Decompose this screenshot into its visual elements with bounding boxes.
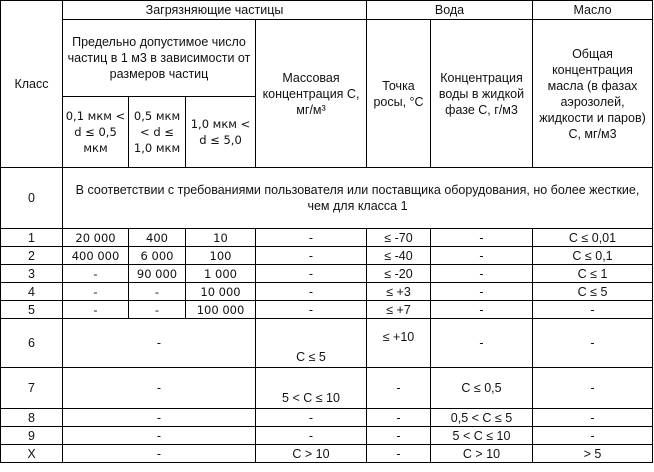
water-cell: С ≤ 0,5: [431, 368, 533, 409]
dew-point-cell: ≤ +10: [367, 319, 431, 368]
particles-cell: -: [63, 319, 256, 368]
dew-point-cell: ≤ -20: [367, 265, 431, 283]
mass-cell: -: [256, 301, 367, 319]
table-row: [1, 265, 653, 283]
class-header: Класс: [1, 1, 63, 168]
mass-cell: -: [256, 283, 367, 301]
particles-size2-cell: -: [129, 283, 186, 301]
class-cell: 2: [1, 247, 63, 265]
water-cell: 0,5 < С ≤ 5: [431, 409, 533, 427]
dew-point-cell: -: [367, 409, 431, 427]
size-range-2-header: 0,5 мкм < d ≤ 1,0 мкм: [129, 97, 186, 168]
class-0-description: В соответствии с требованиями пользователя или поставщика оборудования, но более жесткие, чем для класса 1: [63, 168, 653, 229]
class-cell: 1: [1, 229, 63, 247]
water-cell: -: [431, 229, 533, 247]
table-row: [1, 409, 653, 427]
class-cell: 7: [1, 368, 63, 409]
water-header: Вода: [367, 1, 533, 20]
class-cell: 4: [1, 283, 63, 301]
particles-size1-cell: 20 000: [63, 229, 129, 247]
particles-size1-cell: -: [63, 265, 129, 283]
particles-size3-cell: 10: [186, 229, 256, 247]
class-0-row: [1, 168, 653, 229]
oil-cell: > 5: [533, 445, 653, 463]
mass-cell: -: [256, 229, 367, 247]
dew-point-cell: -: [367, 445, 431, 463]
header-row-1: [1, 1, 653, 20]
table-row: [1, 301, 653, 319]
oil-cell: С ≤ 1: [533, 265, 653, 283]
particles-cell: -: [63, 368, 256, 409]
oil-cell: -: [533, 409, 653, 427]
class-cell: 3: [1, 265, 63, 283]
oil-cell: С ≤ 0,1: [533, 247, 653, 265]
particles-header: Загрязняющие частицы: [63, 1, 367, 20]
class-cell: 5: [1, 301, 63, 319]
particles-size3-cell: 100: [186, 247, 256, 265]
mass-cell: -: [256, 265, 367, 283]
mass-concentration-header: Массовая концентрация С, мг/м³: [256, 20, 367, 168]
water-cell: -: [431, 265, 533, 283]
water-concentration-header: Концентрация воды в жидкой фазе С, г/м3: [431, 20, 533, 168]
header-row-2: [1, 20, 653, 97]
class-cell: 6: [1, 319, 63, 368]
oil-cell: -: [533, 427, 653, 445]
size-range-1-header: 0,1 мкм < d ≤ 0,5 мкм: [63, 97, 129, 168]
mass-cell: -: [256, 409, 367, 427]
water-cell: -: [431, 283, 533, 301]
mass-cell: 5 < С ≤ 10: [256, 368, 367, 409]
table-row: [1, 283, 653, 301]
water-cell: -: [431, 247, 533, 265]
particles-size1-cell: -: [63, 301, 129, 319]
particles-size2-cell: 90 000: [129, 265, 186, 283]
oil-cell: С ≤ 0,01: [533, 229, 653, 247]
particles-cell: -: [63, 427, 256, 445]
particles-cell: -: [63, 409, 256, 427]
particles-size3-cell: 100 000: [186, 301, 256, 319]
particles-cell: -: [63, 445, 256, 463]
table-row: [1, 319, 653, 368]
particles-size2-cell: 400: [129, 229, 186, 247]
water-cell: -: [431, 301, 533, 319]
water-cell: С > 10: [431, 445, 533, 463]
table-row: [1, 229, 653, 247]
class-cell: 0: [1, 168, 63, 229]
oil-concentration-header: Общая концентрация масла (в фазах аэрозолей, жидкости и паров) С, мг/м3: [533, 20, 653, 168]
particles-size3-cell: 1 000: [186, 265, 256, 283]
mass-cell: С > 10: [256, 445, 367, 463]
water-cell: 5 < С ≤ 10: [431, 427, 533, 445]
oil-cell: -: [533, 301, 653, 319]
mass-cell: -: [256, 427, 367, 445]
mass-cell: -: [256, 247, 367, 265]
particles-size1-cell: -: [63, 283, 129, 301]
dew-point-cell: ≤ +3: [367, 283, 431, 301]
max-count-header: Предельно допустимое число частиц в 1 м3 в зависимости от размеров частиц: [63, 20, 256, 97]
oil-header: Масло: [533, 1, 653, 20]
table-row: [1, 445, 653, 463]
particles-size2-cell: -: [129, 301, 186, 319]
dew-point-header: Точка росы, °С: [367, 20, 431, 168]
dew-point-cell: ≤ +7: [367, 301, 431, 319]
particles-size1-cell: 400 000: [63, 247, 129, 265]
oil-cell: С ≤ 5: [533, 283, 653, 301]
size-range-3-header: 1,0 мкм < d ≤ 5,0: [186, 97, 256, 168]
table-row: [1, 368, 653, 409]
table-row: [1, 247, 653, 265]
class-cell: 9: [1, 427, 63, 445]
dew-point-cell: -: [367, 427, 431, 445]
water-cell: -: [431, 319, 533, 368]
particles-size2-cell: 6 000: [129, 247, 186, 265]
mass-cell: С ≤ 5: [256, 319, 367, 368]
dew-point-cell: ≤ -70: [367, 229, 431, 247]
class-cell: X: [1, 445, 63, 463]
dew-point-cell: ≤ -40: [367, 247, 431, 265]
table-row: [1, 427, 653, 445]
class-cell: 8: [1, 409, 63, 427]
oil-cell: -: [533, 368, 653, 409]
dew-point-cell: -: [367, 368, 431, 409]
oil-cell: -: [533, 319, 653, 368]
particles-size3-cell: 10 000: [186, 283, 256, 301]
